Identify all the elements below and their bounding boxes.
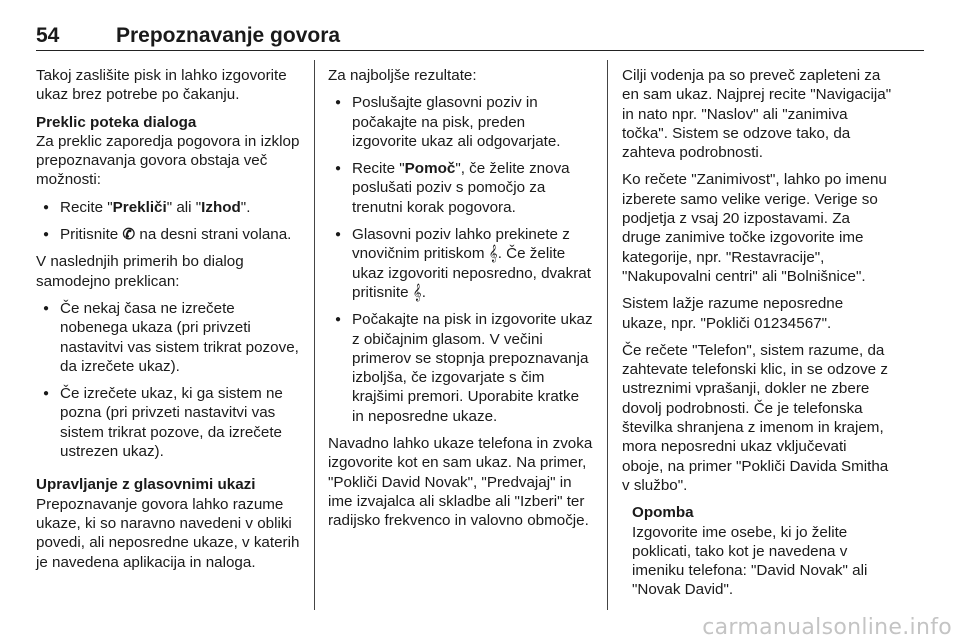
voice-control-icon: 𝄞 bbox=[412, 283, 422, 301]
list-item: ● Pritisnite ✆ na desni strani volana. bbox=[36, 225, 301, 244]
column-3 bbox=[622, 66, 892, 600]
list-item: ● Poslušajte glasovni poziv in počakajte na pisk, preden izgovorite ukaz ali odgovarjate. bbox=[328, 93, 593, 151]
paragraph: V naslednjih primerih bo dialog samodejno preklican: bbox=[36, 253, 244, 290]
column-divider bbox=[607, 60, 608, 610]
column-1 bbox=[36, 66, 301, 580]
list-item: ● Če nekaj časa ne izrečete nobenega ukaza (pri privzeti nastavitvi vas sistem trikrat pozove, da izrečete ukaz). bbox=[36, 299, 301, 376]
page-header bbox=[36, 18, 924, 51]
list-item: ● Recite "Prekliči" ali "Izhod". bbox=[36, 198, 301, 217]
section-voice-commands bbox=[36, 475, 301, 571]
paragraph: Sistem lažje razume neposredne ukaze, npr. "Pokliči 01234567". bbox=[622, 295, 844, 332]
section-heading: Upravljanje z glasovnimi ukazi bbox=[36, 476, 256, 494]
list-item: ● Počakajte na pisk in izgovorite ukaz z običajnim glasom. V večini primerov se stopnja prepoznavanja izboljša, če izgovarjate s čim krajšimi premori. Uporabite kratke in neposredne ukaze. bbox=[328, 310, 593, 426]
paragraph: Ko rečete "Zanimivost", lahko po imenu izberete samo velike verige. Verige so podjetja z vsaj 20 izpostavami. Za druge zanimive točke izgovorite ime kategorije, npr. "Restavracije", "Nakupovalni centri" ali "Bolnišnice". bbox=[622, 171, 887, 285]
bullet-list bbox=[36, 299, 301, 461]
paragraph: Če rečete "Telefon", sistem razume, da zahtevate telefonski klic, in se odzove z ustreznimi vprašanji, dokler ne zbere dovolj podrobnosti. Če je telefonska številka shranjena z imenom in krajem, mora neposredni ukaz vključevati oboje, na primer "Pokliči Davida Smitha v službo". bbox=[622, 341, 889, 494]
list-item: ● Če izrečete ukaz, ki ga sistem ne pozna (pri privzeti nastavitvi vas sistem trikrat pozove, da izrečete ustrezen ukaz). bbox=[36, 384, 301, 461]
paragraph-text: Prepoznavanje govora lahko razume ukaze, ki so naravno navedeni v obliki povedi, ali neposredne ukaze, v katerih je navedena aplikacija in naloga. bbox=[36, 495, 300, 571]
voice-control-icon: 𝄞 bbox=[488, 245, 498, 263]
paragraph: Takoj zaslišite pisk in lahko izgovorite ukaz brez potrebe po čakanju. bbox=[36, 67, 287, 104]
bullet-list bbox=[328, 93, 593, 426]
column-divider bbox=[314, 60, 315, 610]
paragraph: Cilji vodenja pa so preveč zapleteni za en sam ukaz. Najprej recite "Navigacija" in nato npr. "Naslov" ali "zanimiva točka". Sistem se odzove tako, da zahteva podrobnosti. bbox=[622, 67, 892, 162]
bullet-list bbox=[36, 198, 301, 245]
paragraph-text: Za preklic zaporedja pogovora in izklop prepoznavanja govora obstaja več možnosti: bbox=[36, 132, 300, 189]
note-box bbox=[632, 503, 892, 599]
page-number: 54 bbox=[36, 24, 60, 47]
paragraph: Navadno lahko ukaze telefona in zvoka izgovorite kot en sam ukaz. Na primer, "Pokliči David Novak", "Predvajaj" in ime izvajalca ali skladbe ali "Izberi" ter radijsko frekvenco in valovno območje. bbox=[328, 435, 593, 530]
page-title: Prepoznavanje govora bbox=[116, 24, 341, 47]
watermark: carmanualsonline.info bbox=[702, 615, 952, 640]
column-2 bbox=[328, 66, 593, 539]
list-item: ● Glasovni poziv lahko prekinete z vnovičnim pritiskom 𝄞. Če želite ukaz izgovoriti neposredno, dvakrat pritisnite 𝄞. bbox=[328, 225, 593, 302]
note-heading: Opomba bbox=[632, 504, 694, 522]
note-text: Izgovorite ime osebe, ki jo želite poklicati, tako kot je navedena v imeniku telefona: "David Novak" ali "Novak David". bbox=[632, 523, 868, 599]
section-heading: Preklic poteka dialoga bbox=[36, 113, 197, 131]
phone-hangup-icon: ✆ bbox=[122, 226, 136, 244]
paragraph: Za najboljše rezultate: bbox=[328, 67, 477, 84]
list-item: ● Recite "Pomoč", če želite znova poslušati poziv s pomočjo za trenutni korak pogovora. bbox=[328, 159, 593, 217]
section-cancel-dialog bbox=[36, 113, 301, 190]
